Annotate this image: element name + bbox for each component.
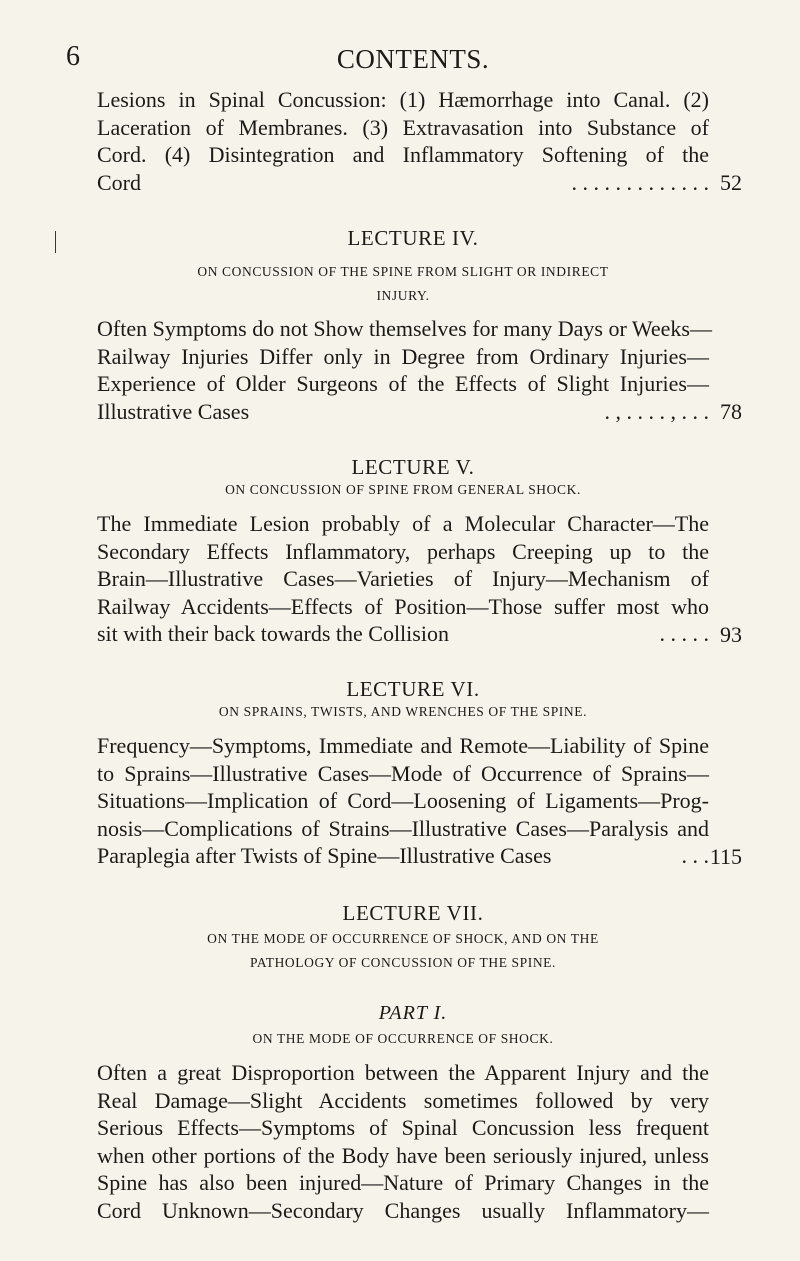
entry-line: Cord Unknown—Secondary Changes usually Inflammatory—: [97, 1197, 709, 1223]
entry-line: The Immediate Lesion probably of a Molecular Character—The: [97, 511, 709, 536]
entry-line-text: Paraplegia after Twists of Spine—Illustrative Cases: [97, 843, 552, 869]
entry-line: nosis—Complications of Strains—Illustrative Cases—Paralysis and: [97, 815, 709, 841]
lecture-iv-subheading-cont: INJURY.: [376, 288, 430, 303]
dot-leaders: . . . . .: [659, 621, 709, 647]
entry-line: Often a great Disproportion between the Apparent Injury and the: [97, 1060, 709, 1085]
entry-line: Lesions in Spinal Concussion: (1) Hæmorrhage into Canal. (2): [97, 87, 709, 112]
entry-line-text: sit with their back towards the Collision: [97, 621, 449, 647]
lecture-vi-summary: [97, 732, 709, 870]
part-heading: PART I.: [378, 1002, 448, 1024]
lecture-vii-subheading: ON THE MODE OF OCCURRENCE OF SHOCK, AND ON THE: [207, 931, 599, 946]
dot-leaders: . . .: [681, 843, 709, 869]
lecture-iv-summary: [97, 315, 712, 425]
lecture-v-summary: [97, 510, 709, 648]
lecture-vii-heading: LECTURE VII.: [342, 901, 484, 925]
lecture-vii-summary: [97, 1059, 709, 1225]
entry-line: Experience of Older Surgeons of the Effects of Slight Injuries—: [97, 371, 709, 397]
lecture-v-heading: LECTURE V.: [351, 455, 475, 479]
entry-line: Railway Injuries Differ only in Degree from Ordinary Injuries—: [97, 343, 709, 369]
entry-line: Serious Effects—Symptoms of Spinal Concussion less frequent: [97, 1115, 709, 1141]
dot-leaders: . . . . . . . . . . . . .: [571, 169, 709, 195]
entry-line: when other portions of the Body have been seriously injured, unless: [97, 1142, 709, 1168]
entry-last-line: [97, 620, 709, 648]
lecture-vi-subheading: ON SPRAINS, TWISTS, AND WRENCHES OF THE SPINE.: [218, 704, 588, 719]
lecture-vi-heading: LECTURE VI.: [346, 677, 480, 701]
entry-line: Railway Accidents—Effects of Position—Those suffer most who: [97, 593, 709, 619]
entry-line: Secondary Effects Inflammatory, perhaps Creeping up to the: [97, 538, 709, 564]
entry-lesions-in-spinal-concussion: [97, 86, 709, 196]
dot-leaders: . , . . . . , . . .: [604, 398, 709, 424]
running-head-title: CONTENTS.: [336, 44, 490, 74]
entry-line-text: Cord: [97, 169, 141, 195]
page-number: 6: [66, 41, 80, 72]
entry-line: Often Symptoms do not Show themselves for many Days or Weeks—: [97, 316, 712, 341]
entry-last-line: [97, 842, 709, 870]
entry-line: Brain—Illustrative Cases—Varieties of Injury—Mechanism of: [97, 566, 709, 592]
entry-line-text: Illustrative Cases: [97, 398, 250, 424]
entry-line: Frequency—Symptoms, Immediate and Remote—Liability of Spine: [97, 733, 709, 758]
lecture-iv-heading: LECTURE IV.: [347, 226, 479, 250]
entry-line: to Sprains—Illustrative Cases—Mode of Occurrence of Sprains—: [97, 760, 709, 786]
page-reference: 115: [709, 844, 742, 869]
entry-line: Cord. (4) Disintegration and Inflammatory Softening of the: [97, 142, 709, 168]
entry-line: Laceration of Membranes. (3) Extravasation into Substance of: [97, 114, 709, 140]
page-reference: 93: [720, 622, 742, 647]
entry-line: Situations—Implication of Cord—Loosening of Ligaments—Prog-: [97, 788, 709, 814]
entry-line: Real Damage—Slight Accidents sometimes followed by very: [97, 1087, 709, 1113]
page-reference: 78: [720, 399, 742, 424]
lecture-iv-subheading: ON CONCUSSION OF THE SPINE FROM SLIGHT OR INDIRECT: [197, 264, 609, 279]
entry-last-line: [97, 169, 709, 197]
lecture-v-subheading: ON CONCUSSION OF SPINE FROM GENERAL SHOCK.: [225, 482, 581, 497]
part-subheading: ON THE MODE OF OCCURRENCE OF SHOCK.: [252, 1031, 554, 1046]
entry-line: Spine has also been injured—Nature of Primary Changes in the: [97, 1170, 709, 1196]
entry-last-line: [97, 398, 709, 426]
lecture-vii-subheading-cont: PATHOLOGY OF CONCUSSION OF THE SPINE.: [250, 955, 556, 970]
page-reference: 52: [720, 170, 742, 195]
